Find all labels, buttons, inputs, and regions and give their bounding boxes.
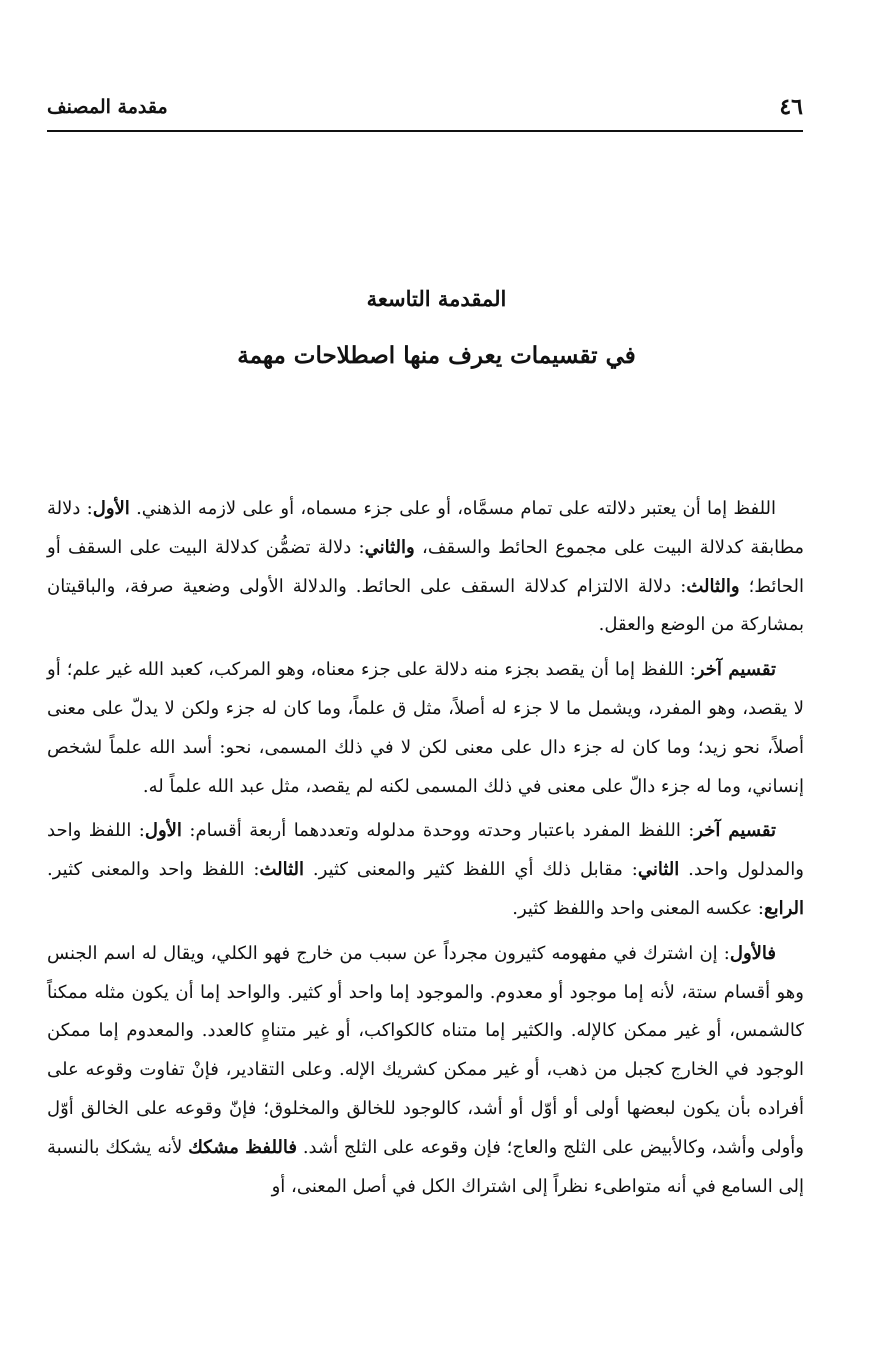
paragraph-text: : مقابل ذلك أي اللفظ كثير والمعنى كثير. <box>304 859 638 881</box>
term-heading: فاللفظ مشكك <box>188 1136 297 1158</box>
paragraph-text: : دلالة الالتزام كدلالة السقف على الحائط. والدلالة الأولى وضعية صرفة، والباقيتان بمشاركة من الوضع والعقل. <box>47 575 804 636</box>
chapter-title: المقدمة التاسعة <box>366 286 507 311</box>
paragraph-text: : دلالة تضمُّن كدلالة البيت على السقف أو الحائط؛ <box>47 536 804 597</box>
paragraph-text: : اللفظ واحد والمدلول واحد. <box>47 820 804 881</box>
paragraph-text: اللفظ إما أن يعتبر دلالته على تمام مسمَّاه، أو على جزء مسماه، أو على لازمه الذهني. <box>129 498 777 519</box>
term-heading: الأول <box>144 820 182 842</box>
term-heading: تقسيم آخر <box>695 659 776 681</box>
paragraph <box>47 935 804 1207</box>
term-heading: الأول <box>92 498 130 519</box>
term-heading: الثاني <box>637 859 680 881</box>
term-heading: تقسيم آخر <box>694 820 777 842</box>
paragraph-text: : إن اشترك في مفهومه كثيرون مجرداً عن سبب من خارج فهو الكلي، ويقال له اسم الجنس وهو أقسام ستة، لأنه إما موجود أو معدوم. والموجود إما واحد أو كثير. والواحد إما أن يكون مثله ممكناً كالشمس، أو غير ممكن كالإله. والكثير إما متناه كالكواكب، أو غير متناهٍ كالعدد. والمعدوم إما ممكن الوجود في الخارج كجبل من ذهب، أو غير ممكن كشريك الإله. وعلى التقادير، فإنْ تفاوت وقوعه على أفراده بأن يكون لبعضها أولى أو أوّل أو أشد، كالوجود للخالق والمخلوق؛ فإنّ وقوعه على الخالق أوّل وأولى وأشد، وكالأبيض على الثلج والعاج؛ فإن وقوعه على الثلج أشد. <box>47 942 804 1158</box>
paragraph-text: : اللفظ إما أن يقصد بجزء منه دلالة على جزء معناه، وهو المركب، كعبد الله غير علم؛ أو لا يقصد، وهو المفرد، ويشمل ما لا جزء له أصلاً، مثل ق علماً، وما كان له جزء ولكن لا يدلّ على معنى أصلاً، نحو زيد؛ وما كان له جزء دال على معنى لكن لا في ذلك المسمى، نحو: أسد الله علماً لشخص إنساني، وما له جزء دالّ على معنى في ذلك المسمى لكنه لم يقصد، مثل عبد الله علماً له. <box>47 659 804 797</box>
paragraph-text: : دلالة مطابقة كدلالة البيت على مجموع الحائط والسقف، <box>47 498 804 558</box>
body-text <box>47 490 804 1206</box>
paragraph-text: : عكسه المعنى واحد واللفظ كثير. <box>512 897 764 919</box>
page-number: ٤٦ <box>779 94 803 120</box>
paragraph-text: : اللفظ واحد والمعنى كثير. <box>47 859 260 881</box>
term-heading: الرابع <box>763 897 804 919</box>
term-heading: والثاني <box>364 536 415 558</box>
running-header <box>47 90 803 132</box>
chapter-subtitle: في تقسيمات يعرف منها اصطلاحات مهمة <box>237 342 636 369</box>
paragraph-text: : اللفظ المفرد باعتبار وحدته ووحدة مدلوله وتعددهما أربعة أقسام: <box>181 820 695 842</box>
running-title: مقدمة المصنف <box>47 96 168 118</box>
term-heading: الثالث <box>259 859 304 881</box>
paragraph <box>47 651 804 806</box>
paragraph <box>47 812 804 928</box>
term-heading: والثالث <box>686 575 740 597</box>
term-heading: فالأول <box>729 942 776 964</box>
paragraph <box>47 490 804 645</box>
paragraph-text: لأنه يشكك بالنسبة إلى السامع في أنه متواطىء نظراً إلى اشتراك الكل في أصل المعنى، أو <box>47 1136 804 1197</box>
